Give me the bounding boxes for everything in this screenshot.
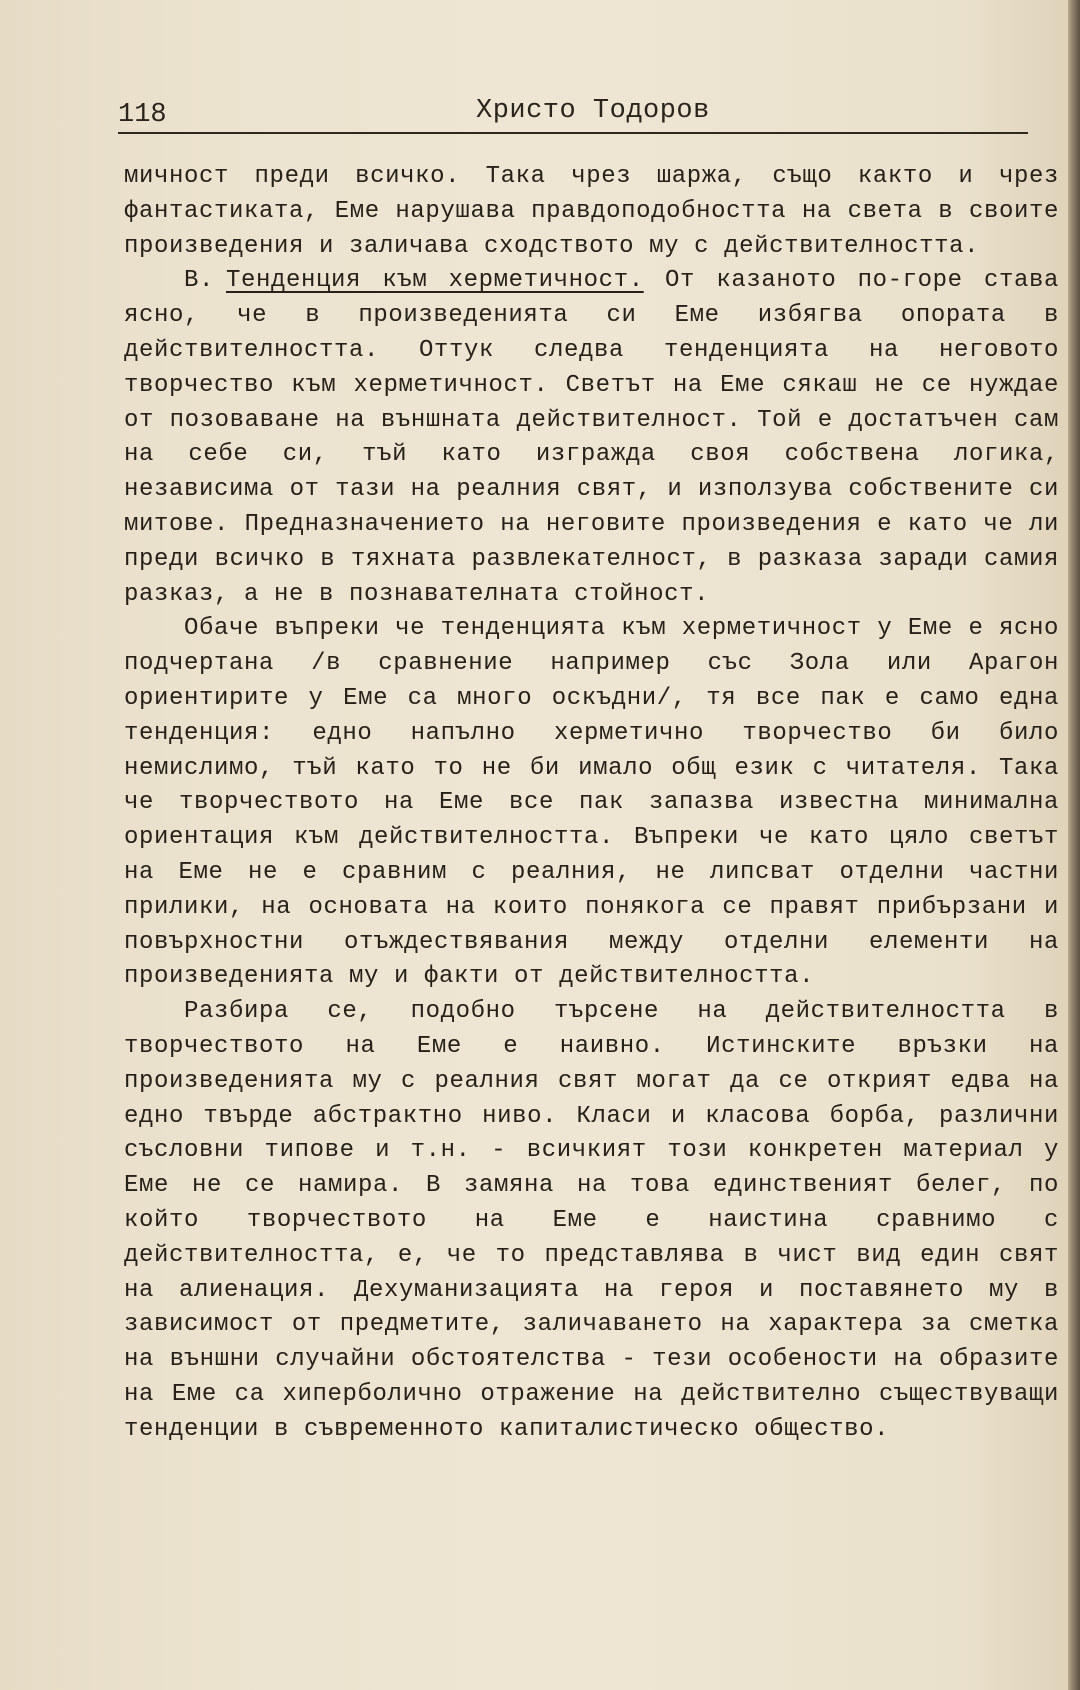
running-head: Христо Тодоров xyxy=(476,96,710,126)
paragraph-2 xyxy=(124,264,1059,612)
paragraph-3: Обаче въпреки че тенденцията към херметичност у Еме е ясно подчертана /в сравнение например със Зола или Арагон ориентирите у Еме са много оскъдни/, тя все пак е само една тенденция: едно напълно херметично творчество би било немислимо, тъй като то не би имало общ език с читателя. Така че творчеството на Еме все пак запазва известна минимална ориентация към действителността. Въпреки че като цяло светът на Еме не е сравним с реалния, не липсват отделни частни прилики, на основата на които понякога се правят прибързани и повърхностни отъждествявания между отделни елементи на произведенията му и факти от действителността. xyxy=(124,615,1059,991)
page-number: 118 xyxy=(118,100,167,130)
paragraph-1: мичност преди всичко. Така чрез шаржа, също както и чрез фантастиката, Еме нарушава правдоподобността на света в своите произведения и заличава сходството му с действителността. xyxy=(124,163,1059,260)
header-rule xyxy=(118,132,1028,134)
body-text xyxy=(124,160,1059,1447)
section-label: В. xyxy=(184,267,215,295)
paragraph-4: Разбира се, подобно търсене на действителността в творчеството на Еме е наивно. Истинските връзки на произведенията му с реалния свят могат да се открият едва на едно твърде абстрактно ниво. Класи и класова борба, различни съсловни типове и т.н. - всичкият този конкретен материал у Еме не се намира. В замяна на това единственият белег, по който творчеството на Еме е наистина сравнимо с действителността, е, че то представлява в чист вид един свят на алиенация. Дехуманизацията на героя и поставянето му в зависимост от предметите, заличаването на характера за сметка на външни случайни обстоятелства - тези особености на образите на Еме са хиперболично отражение на действително съществуващи тенденции в съвременното капиталистическо общество. xyxy=(124,998,1059,1443)
page-header xyxy=(118,96,1028,132)
section-title: Тенденция към херметичност. xyxy=(226,267,644,295)
paragraph-2-text: От казаното по-горе става ясно, че в произведенията си Еме избягва опората в действителността. Оттук следва тенденцията на неговото творчество към херметичност. Светът на Еме сякаш не се нуждае от позоваване на външната действителност. Той е достатъчен сам на себе си, тъй като изгражда своя собствена логика, независима от тази на реалния свят, и използува собствените си митове. Предназначението на неговите произведения е като че ли преди всичко в тяхната развлекателност, в разказа заради самия разказ, а не в познавателната стойност. xyxy=(124,267,1059,608)
page-edge xyxy=(1068,0,1080,1690)
